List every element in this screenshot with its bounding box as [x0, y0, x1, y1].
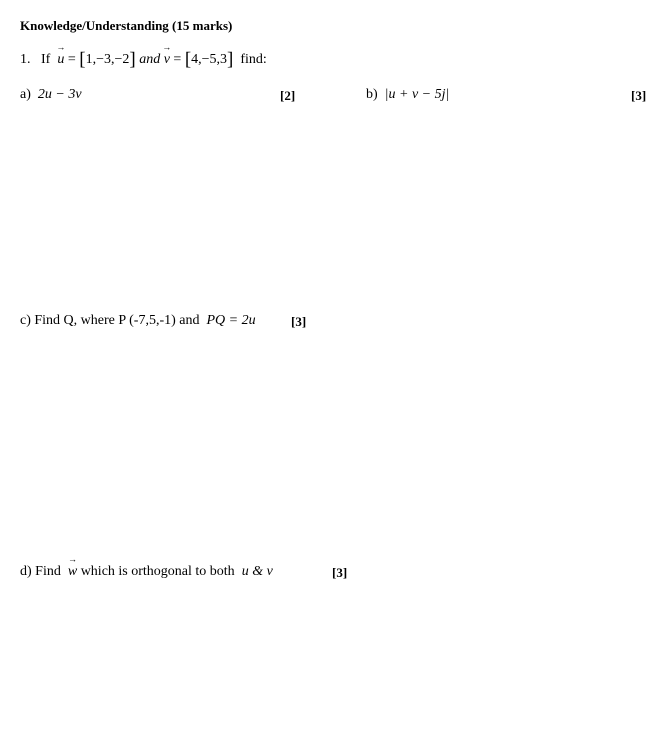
section-heading: Knowledge/Understanding (15 marks) — [20, 18, 233, 33]
part-d-text: d) Find — [20, 564, 61, 579]
part-c-text: c) Find Q, where P (-7,5,-1) and — [20, 313, 200, 328]
find-word: find: — [240, 52, 267, 67]
part-a-label: a) — [20, 87, 31, 102]
vector-u: → u — [56, 42, 66, 67]
vector-v: → v — [162, 42, 172, 67]
part-a — [20, 87, 82, 103]
part-c-marks: [3] — [291, 314, 307, 329]
part-d-expression: u & v — [241, 564, 273, 579]
question-1-statement: 1. If → u = [1,−3,−2] and → v = [4,−5,3] find: — [20, 42, 267, 70]
question-intro: If — [41, 52, 51, 67]
part-b-marks: [3] — [631, 88, 647, 103]
part-b-expression: |u + v − 5j| — [384, 87, 450, 102]
part-a-expression: 2u − 3v — [37, 87, 82, 102]
part-d — [20, 554, 273, 580]
part-d-marks: [3] — [332, 565, 348, 580]
part-c — [20, 313, 256, 329]
part-b — [366, 87, 449, 103]
part-a-marks: [2] — [280, 88, 296, 103]
v-components: 4,−5,3 — [191, 52, 228, 67]
question-number: 1. — [20, 52, 31, 67]
and-word: and — [139, 52, 161, 67]
vector-w: → w — [67, 554, 78, 579]
u-components: 1,−3,−2 — [85, 52, 130, 67]
part-c-expression: PQ = 2u — [206, 313, 256, 328]
part-b-label: b) — [366, 87, 378, 102]
part-d-middle: which is orthogonal to both — [80, 564, 235, 579]
